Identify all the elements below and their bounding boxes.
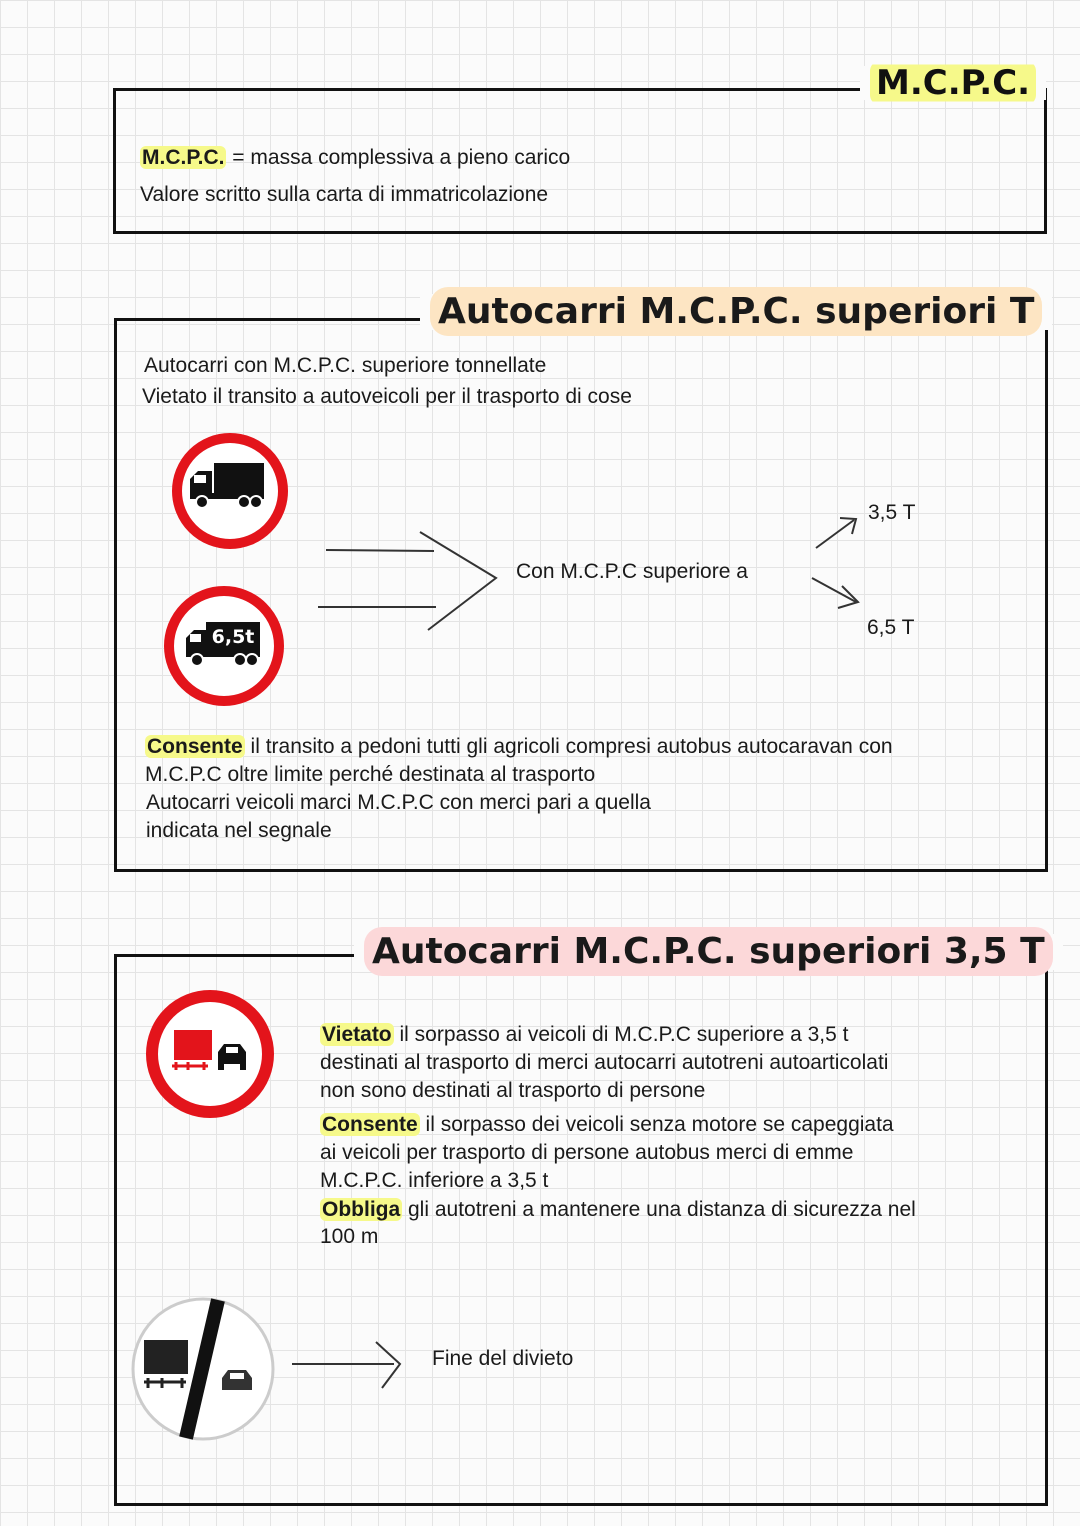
mcpc-definition: M.C.P.C. = massa complessiva a pieno carico	[142, 146, 571, 169]
fine-divieto-text: Fine del divieto	[432, 1347, 574, 1370]
consente-term: Consente	[147, 735, 243, 758]
no-overtaking-trucks-sign-icon	[146, 990, 274, 1118]
vietato-line3: non sono destinati al trasporto di persone	[320, 1079, 706, 1102]
arrow-right-icon	[290, 1340, 406, 1390]
trucks-t-consente-line1: Consente il transito a pedoni tutti gli agricoli compresi autobus autocaravan con	[147, 735, 893, 758]
mcpc-note: Valore scritto sulla carta di immatricolazione	[140, 183, 549, 206]
end-no-overtaking-trucks-sign-icon	[130, 1296, 276, 1442]
arrow-caption: Con M.C.P.C superiore a	[516, 560, 748, 583]
trucks-t-line2: Vietato il transito a autoveicoli per il trasporto di cose	[142, 385, 632, 408]
weight-label: 6,5t	[211, 626, 255, 648]
mcpc-term: M.C.P.C.	[142, 146, 225, 169]
obbliga-term: Obbliga	[322, 1198, 401, 1221]
vietato-term: Vietato	[322, 1023, 392, 1046]
trucks-t-consente-line2: M.C.P.C oltre limite perché destinata al trasporto	[145, 763, 596, 786]
trucks-t-line1: Autocarri con M.C.P.C. superiore tonnellate	[144, 354, 547, 377]
branch-arrow-icon	[808, 512, 868, 612]
consente-line2: ai veicoli per trasporto di persone autobus merci di emme	[320, 1141, 854, 1164]
consente-term-2: Consente	[322, 1113, 418, 1136]
consente-line1: Consente il sorpasso dei veicoli senza motore se capeggiata	[322, 1113, 894, 1136]
obbliga-line1: Obbliga gli autotreni a mantenere una distanza di sicurezza nel	[322, 1198, 916, 1221]
option-3-5t: 3,5 T	[868, 501, 916, 524]
option-6-5t: 6,5 T	[867, 616, 915, 639]
vietato-line1: Vietato il sorpasso ai veicoli di M.C.P.C superiore a 3,5 t	[322, 1023, 849, 1046]
vietato-line2: destinati al trasporto di merci autocarri autotreni autoarticolati	[320, 1051, 889, 1074]
consente-line3: M.C.P.C. inferiore a 3,5 t	[320, 1169, 549, 1192]
trucks-t-consente-line3: Autocarri veicoli marci M.C.P.C con merci pari a quella	[146, 791, 651, 814]
double-arrow-icon	[316, 530, 506, 634]
trucks-t-consente-line4: indicata nel segnale	[146, 819, 332, 842]
section-mcpc-title: M.C.P.C.	[860, 66, 1046, 100]
section-trucks-35-title: Autocarri M.C.P.C. superiori 3,5 T	[354, 934, 1063, 970]
obbliga-line2: 100 m	[320, 1225, 379, 1248]
no-trucks-sign-icon	[172, 433, 288, 549]
section-trucks-t-title: Autocarri M.C.P.C. superiori T	[420, 294, 1052, 330]
